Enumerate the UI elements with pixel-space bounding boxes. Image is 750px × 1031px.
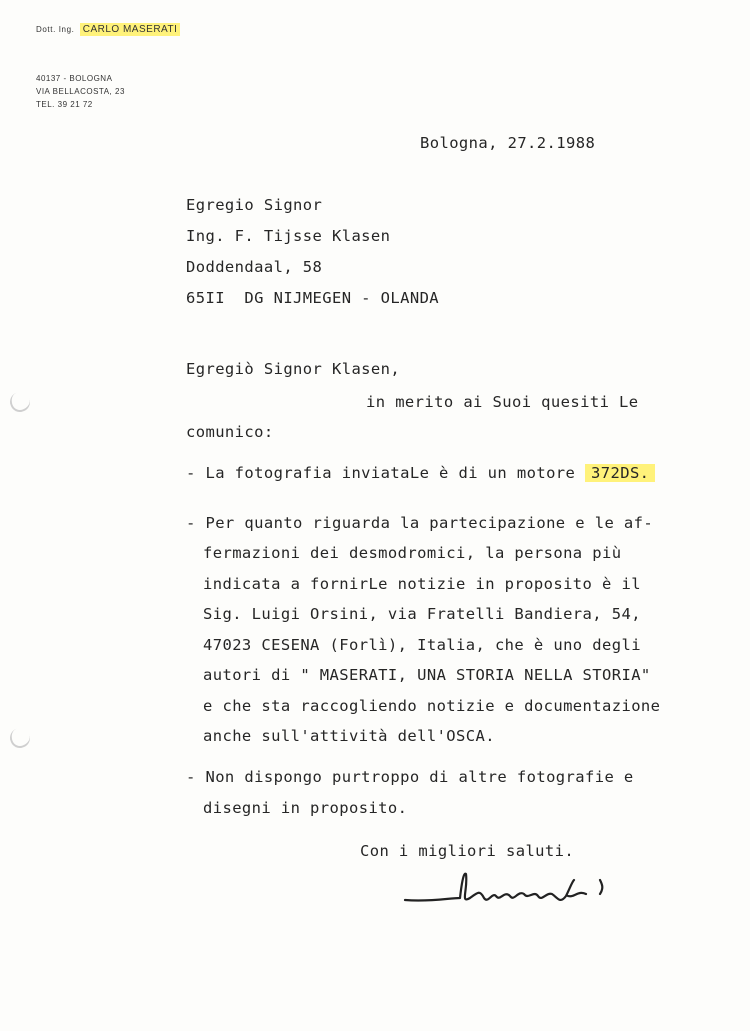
- point-2-line: fermazioni dei desmodromici, la persona più: [203, 544, 622, 562]
- point-2-line: e che sta raccogliendo notizie e documentazione: [203, 697, 661, 715]
- point-3-line: disegni in proposito.: [203, 799, 408, 817]
- address-line: 40137 - BOLOGNA: [36, 74, 113, 83]
- point-2-line: autori di " MASERATI, UNA STORIA NELLA STORIA": [203, 666, 651, 684]
- point-3-line: - Non dispongo purtroppo di altre fotografie e: [186, 768, 634, 786]
- recipient-line: Egregio Signor: [186, 196, 323, 214]
- intro-line: comunico:: [186, 423, 274, 441]
- letterhead-name: [36, 24, 180, 35]
- closing: Con i migliori saluti.: [360, 842, 575, 860]
- salutation: Egregiò Signor Klasen,: [186, 360, 401, 378]
- letterhead-highlighted-name: CARLO MASERATI: [80, 23, 181, 36]
- address-line: TEL. 39 21 72: [36, 100, 93, 109]
- point-2-line: indicata a fornirLe notizie in proposito è il: [203, 575, 641, 593]
- recipient-line: Ing. F. Tijsse Klasen: [186, 227, 391, 245]
- engine-code-highlight: 372DS.: [585, 464, 655, 482]
- point-2-line: anche sull'attività dell'OSCA.: [203, 727, 495, 745]
- point-2-line: 47023 CESENA (Forlì), Italia, che è uno degli: [203, 636, 641, 654]
- point-1-text: - La fotografia inviataLe è di un motore: [186, 464, 586, 482]
- handwritten-signature: [400, 860, 640, 920]
- recipient-line: Doddendaal, 58: [186, 258, 323, 276]
- intro-line: in merito ai Suoi quesiti Le: [366, 393, 639, 411]
- letterhead-title: Dott. Ing.: [36, 25, 75, 34]
- point-1: [186, 464, 655, 482]
- binder-hole-mark: [7, 389, 33, 415]
- point-2-line: Sig. Luigi Orsini, via Fratelli Bandiera, 54,: [203, 605, 641, 623]
- letterhead-address: [36, 72, 125, 111]
- binder-hole-mark: [7, 725, 33, 751]
- recipient-line: 65II DG NIJMEGEN - OLANDA: [186, 289, 440, 307]
- place-date: Bologna, 27.2.1988: [420, 134, 596, 152]
- point-2-line: - Per quanto riguarda la partecipazione e le af-: [186, 514, 654, 532]
- address-line: VIA BELLACOSTA, 23: [36, 87, 125, 96]
